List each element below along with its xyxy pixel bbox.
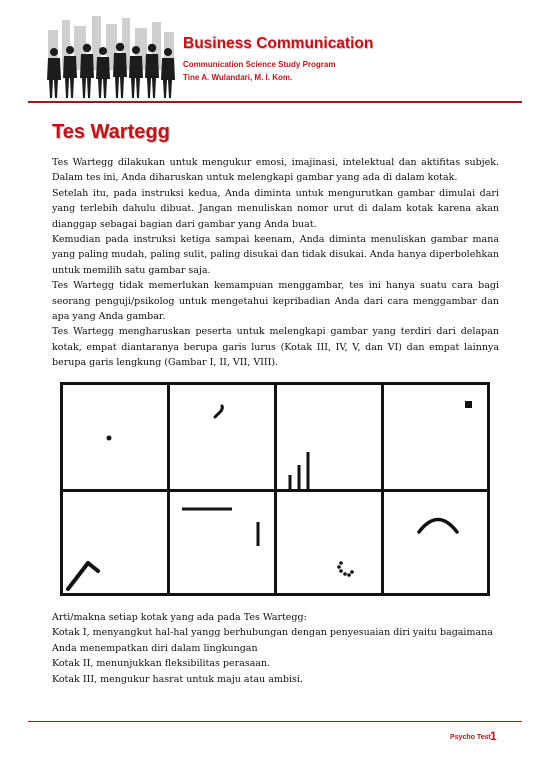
text-line: Kotak I, menyangkut hal-hal yangg berhubungan dengan penyesuaian diri yaitu bagaimana Anda menempatkan diri dalam lingkungan — [52, 627, 493, 654]
header-divider — [28, 101, 522, 103]
box-8-arc — [384, 492, 490, 596]
paragraph: Kemudian pada instruksi ketiga sampai keenam, Anda diminta menuliskan gambar mana yang paling mudah, paling sulit, paling disukai dan tidak disukai. Anda hanya diperbolehkan untuk memilih satu gambar saja. — [52, 234, 499, 276]
footer-divider — [28, 721, 522, 722]
text-line: Kotak III, mengukur hasrat untuk maju atau ambisi. — [52, 673, 303, 685]
box-4-black-square — [384, 385, 490, 489]
box-6-perpendicular-lines — [170, 492, 274, 596]
box-3-ascending-bars — [277, 385, 381, 489]
footer-label: Psycho Test — [450, 734, 491, 741]
intro-body — [52, 155, 499, 371]
box-2-curved-stroke — [170, 385, 274, 489]
page-header — [0, 0, 550, 104]
box-meanings-text — [52, 610, 499, 687]
wartegg-test-grid — [60, 382, 490, 596]
box-7-dotted-curve — [277, 492, 381, 596]
page-number: 1 — [490, 729, 497, 743]
page-title: Tes Wartegg — [52, 121, 170, 143]
text-line: Kotak II, menunjukkan fleksibilitas perasaan. — [52, 658, 271, 670]
box-1-dot — [63, 385, 167, 489]
business-people-silhouette-image — [40, 12, 180, 100]
author-name: Tine A. Wulandari, M. I. Kom. — [183, 73, 293, 82]
paragraph: Setelah itu, pada instruksi kedua, Anda diminta untuk mengurutkan gambar dimulai dari yang terlebih dahulu dibuat. Jangan menuliskan nomor urut di dalam kotak karena akan dianggap sebagai bagian dari gambar yang Anda buat. — [52, 187, 499, 230]
text-line: Arti/makna setiap kotak yang ada pada Tes Wartegg: — [52, 612, 307, 623]
course-title: Business Communication — [183, 35, 374, 52]
box-5-diagonal-lines — [63, 492, 167, 596]
paragraph: Tes Wartegg dilakukan untuk mengukur emosi, imajinasi, intelektual dan aktifitas subjek. Dalam tes ini, Anda diharuskan untuk melengkapi gambar yang ada di dalam kotak. — [52, 157, 499, 184]
paragraph: Tes Wartegg mengharuskan peserta untuk melengkapi gambar yang terdiri dari delapan kotak, empat diantaranya berupa garis lurus (Kotak III, IV, V, dan VI) dan empat lainnya berupa garis lengkung (Gambar I, II, VII, VIII). — [52, 326, 499, 369]
paragraph: Tes Wartegg tidak memerlukan kemampuan menggambar, tes ini hanya suatu cara bagi seorang penguji/psikolog untuk mengetahui kepribadian Anda dari cara menggambar dan apa yang Anda gambar. — [52, 280, 499, 323]
study-program: Communication Science Study Program — [183, 60, 336, 69]
